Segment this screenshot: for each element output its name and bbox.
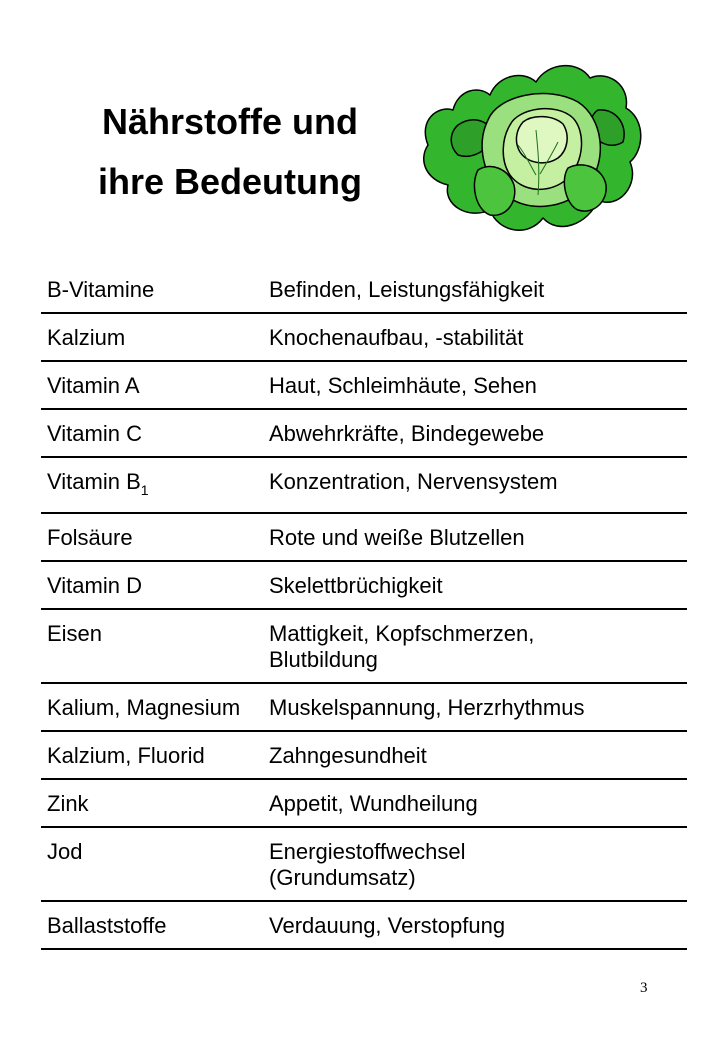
subscript: 1	[140, 482, 149, 498]
table-row	[41, 409, 687, 457]
page-title-line-1: Nährstoffe und	[102, 101, 358, 142]
nutrient-name: Vitamin A	[47, 373, 140, 398]
nutrient-effect: Mattigkeit, Kopfschmerzen, Blutbildung	[269, 621, 535, 672]
nutrient-effect: Verdauung, Verstopfung	[269, 913, 506, 938]
nutrient-effect: Haut, Schleimhäute, Sehen	[269, 373, 537, 398]
nutrient-effect: Muskelspannung, Herzrhythmus	[269, 695, 585, 720]
nutrient-name: Kalzium	[47, 325, 126, 350]
nutrient-effect: Befinden, Leistungsfähigkeit	[269, 277, 545, 302]
nutrient-name: Kalium, Magnesium	[47, 695, 241, 720]
table-row	[41, 901, 687, 949]
nutrient-name: Eisen	[47, 621, 103, 646]
nutrient-effect: Energiestoffwechsel (Grundumsatz)	[269, 839, 466, 890]
nutrient-effect: Zahngesundheit	[269, 743, 427, 768]
table-row	[41, 313, 687, 361]
nutrient-name: Jod	[47, 839, 83, 864]
page-number: 3	[640, 980, 648, 996]
cabbage-icon	[418, 50, 648, 240]
nutrient-name: Vitamin C	[47, 421, 142, 446]
table-row	[41, 457, 687, 513]
table-row	[41, 609, 687, 683]
nutrient-effect: Konzentration, Nervensystem	[269, 469, 558, 494]
table-row	[41, 683, 687, 731]
nutrient-name: Folsäure	[47, 525, 133, 550]
table-row	[41, 827, 687, 901]
page-title-line-2: ihre Bedeutung	[97, 161, 362, 202]
table-row	[41, 561, 687, 609]
nutrient-effect: Rote und weiße Blutzellen	[269, 525, 525, 550]
table-row	[41, 731, 687, 779]
table-row	[41, 513, 687, 561]
nutrient-name: Ballaststoffe	[47, 913, 167, 938]
nutrient-name: Zink	[47, 791, 89, 816]
table-row	[41, 361, 687, 409]
table-row	[41, 779, 687, 827]
nutrient-effect: Knochenaufbau, -stabilität	[269, 325, 524, 350]
nutrient-name: B-Vitamine	[47, 277, 155, 302]
nutrient-name: Kalzium, Fluorid	[47, 743, 205, 768]
nutrient-table	[41, 266, 687, 950]
nutrient-effect: Skelettbrüchigkeit	[269, 573, 443, 598]
nutrient-name: Vitamin $B_1$	[47, 469, 149, 498]
nutrient-effect: Appetit, Wundheilung	[269, 791, 478, 816]
nutrient-name: Vitamin D	[47, 573, 142, 598]
nutrient-effect: Abwehrkräfte, Bindegewebe	[269, 421, 545, 446]
table-row	[41, 266, 687, 313]
